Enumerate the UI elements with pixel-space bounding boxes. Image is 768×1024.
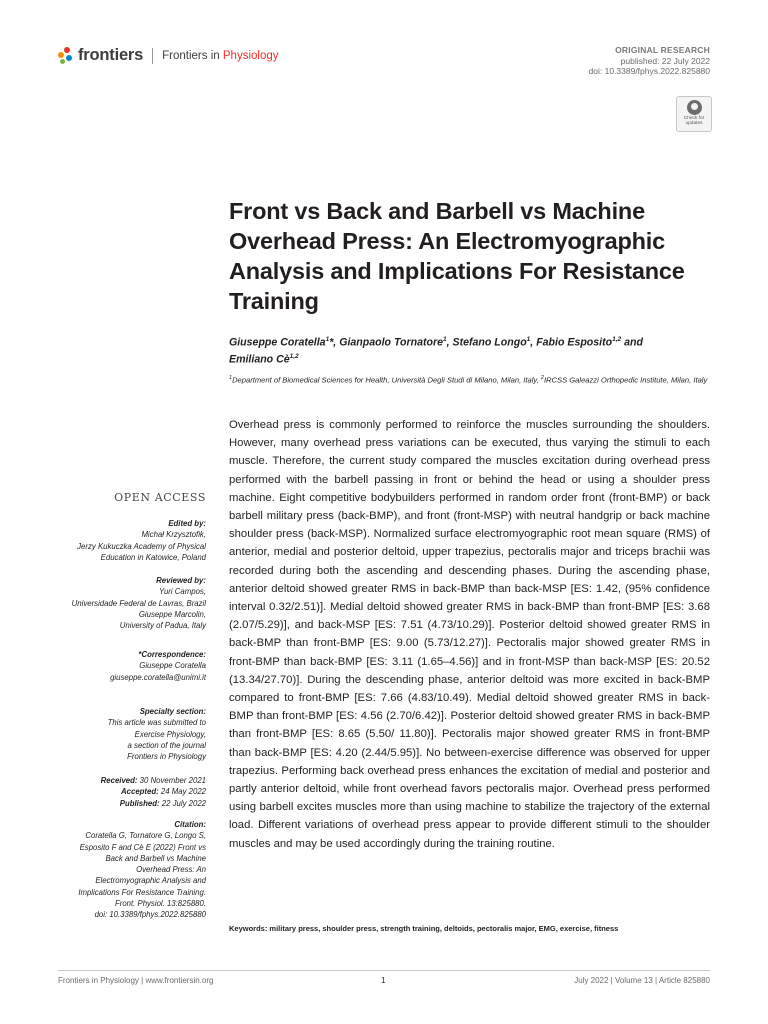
- dates-section: Received: 30 November 2021 Accepted: 24 May 2022 Published: 22 July 2022: [100, 776, 206, 808]
- correspondence-email[interactable]: giuseppe.coratella@unimi.it: [110, 672, 206, 682]
- check-for-updates-badge[interactable]: [676, 96, 712, 132]
- logo-wordmark: frontiers: [78, 46, 144, 64]
- keywords: [229, 924, 710, 933]
- citation-section: Citation: Coratella G, Tornatore G, Longo S, Esposito F and Cè E (2022) Front vs Back and Barbell vs Machine Overhead Press: An Electromyographic Analysis and Implications For Resistance Training. Front. Physiol. 13:825880. doi: 10.3389/fphys.2022.825880: [30, 819, 206, 921]
- author-name[interactable]: Stefano Longo: [452, 336, 527, 349]
- journal-name: Frontiers in Physiology: [162, 49, 279, 62]
- keywords-list: military press, shoulder press, strength training, deltoids, pectoralis major, EMG, exercise, fitness: [267, 924, 619, 933]
- footer-article-info: July 2022 | Volume 13 | Article 825880: [574, 976, 710, 985]
- author-name[interactable]: Gianpaolo Tornatore: [339, 336, 443, 349]
- page-number: 1: [381, 976, 386, 985]
- article-type: ORIGINAL RESEARCH: [615, 45, 710, 55]
- logo-divider: [152, 48, 153, 64]
- crossmark-icon: [687, 100, 702, 115]
- footer-divider: [58, 970, 710, 971]
- frontiers-logo-icon: [58, 47, 74, 65]
- keywords-label: Keywords:: [229, 924, 268, 933]
- published-date: published: 22 July 2022: [620, 55, 710, 66]
- author-name[interactable]: Emiliano Cè: [229, 353, 290, 366]
- citation-doi[interactable]: doi: 10.3389/fphys.2022.825880: [94, 910, 206, 920]
- article-meta: [589, 45, 710, 77]
- footer-journal-link[interactable]: Frontiers in Physiology | www.frontiersin.org: [58, 976, 214, 985]
- crossmark-label: Check for updates: [683, 116, 705, 126]
- author-list: Giuseppe Coratella$^1$*, Gianpaolo Tornatore$^1$, Stefano Longo$^1$, Fabio Esposito$^{1,2}$ and Emiliano Cè$^{1,2}$: [229, 336, 643, 366]
- article-title: Front vs Back and Barbell vs Machine Overhead Press: An Electromyographic Analysis and Implications For Resistance Training: [229, 198, 685, 314]
- author-name[interactable]: Giuseppe Coratella: [229, 336, 326, 349]
- author-name[interactable]: Fabio Esposito: [536, 336, 613, 349]
- reviewed-by-section: Reviewed by: Yuri Campos, Universidade Federal de Lavras, Brazil Giuseppe Marcolin, University of Padua, Italy: [71, 576, 206, 631]
- edited-by-section: Edited by: Michał Krzysztofik, Jerzy Kukuczka Academy of Physical Education in Katowice, Poland: [77, 519, 206, 562]
- abstract-text: Overhead press is commonly performed to reinforce the muscles surrounding the shoulders. However, many overhead press variations can be executed, thus varying the stimuli to each muscle. Therefore, the current study compared the muscles excitation during overhead press performed with the barbell passing in front or behind the head or using a shoulder press machine. Eight competitive bodybuilders performed in random order front (front-BMP) or back barbell military press (back-BMP), and front (front-MSP) with neutral handgrip or back machine shoulder press (back-MSP). Normalized surface electromyographic root mean square (RMS) of anterior, medial and posterior deltoid, upper trapezius, pectoralis major and triceps brachii was recorded during both the ascending and descending phases. During the ascending phase, anterior deltoid showed greater RMS in back-BMP than back-MSP [ES: 1.42, (95% confidence interval 0.32/2.51)]. Medial deltoid showed greater RMS in back-BMP than front-BMP [ES: 3.68 (2.07/5.29)], and back-MSP [ES: 7.51 (4.73/10.29)]. Posterior deltoid showed greater RMS in back-BMP than front-BMP [ES: 9.00 (5.73/12.27)]. Pectoralis major showed greater RMS in front-BMP than back-BMP [ES: 3.11 (1.65–4.56)] and in front-MSP than back-MSP [ES: 20.52 (13.34/27.70)]. During the descending phase, anterior deltoid was more excited in back-BMP compared to front-BMP [ES: 7.66 (4.83/10.49). Medial deltoid showed greater RMS in back-BMP than front-BMP [ES: 4.56 (2.70/6.42)]. Posterior deltoid showed greater RMS in back-BMP than front-BMP [ES: 8.65 (5.50/ 11.80)]. Pectoralis major showed greater RMS in front-BMP than back-BMP [ES: 4.20 (2.44/5.95)]. No between-exercise difference was observed for upper trapezius. Performing back overhead press enhances the excitation of medial and posterior and partly anterior deltoid, while front overhead favors pectoralis major. Overhead press performed using barbell excites muscles more than using machine to stabilize the trajectory of the external load. Different variations of overhead press appear to provide different stimuli to the shoulder muscles and may be used accordingly during the training routine.: [229, 419, 710, 850]
- correspondence-section: *Correspondence: Giuseppe Coratella giuseppe.coratella@unimi.it: [30, 649, 206, 683]
- open-access-label: OPEN ACCESS: [114, 491, 206, 504]
- frontiers-logo[interactable]: [58, 46, 279, 65]
- affiliations: $^1$Department of Biomedical Sciences for Health, Università Degli Studi di Milano, Milan, Italy, $^2$IRCSS Galeazzi Orthopedic Institute, Milan, Italy: [229, 375, 708, 385]
- specialty-section: Specialty section: This article was submitted to Exercise Physiology, a section of the journal Frontiers in Physiology: [107, 707, 206, 762]
- article-doi[interactable]: doi: 10.3389/fphys.2022.825880: [588, 66, 710, 76]
